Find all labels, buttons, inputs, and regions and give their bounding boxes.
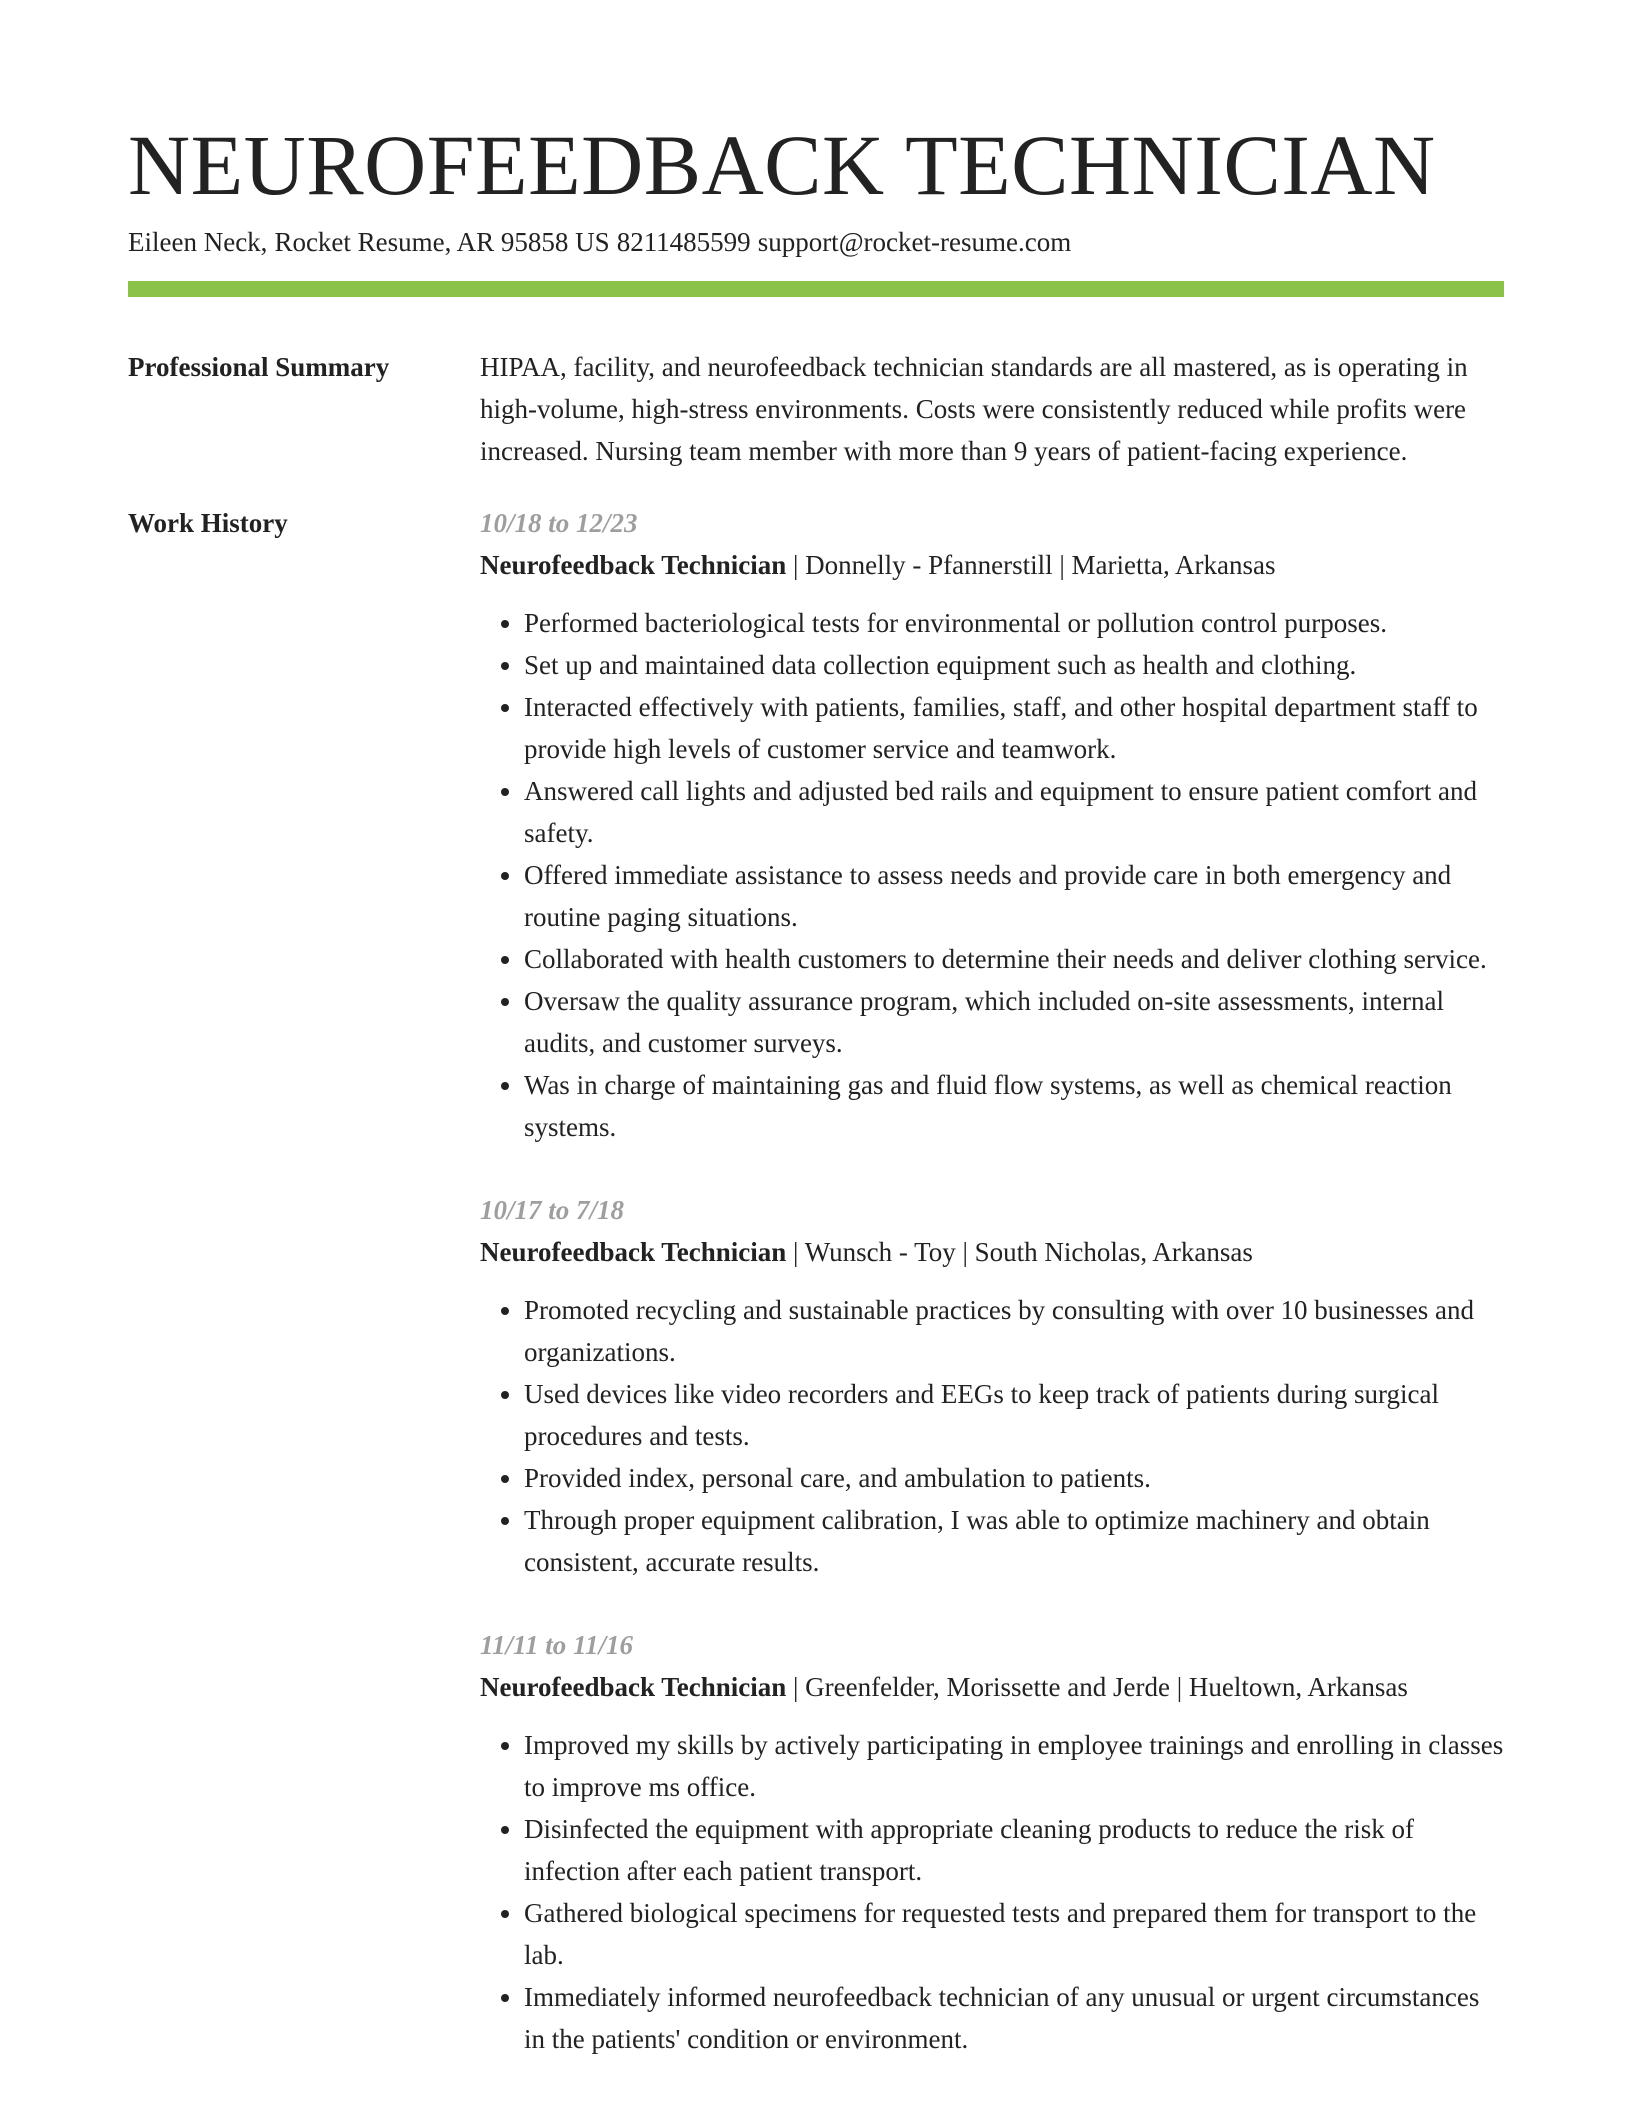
job-bullet: • Performed bacteriological tests for environmental or pollution control purposes. bbox=[524, 602, 1504, 644]
work-history-section bbox=[128, 502, 1504, 2101]
job-title: Neurofeedback Technician bbox=[480, 1236, 787, 1267]
job-bullet: • Improved my skills by actively participating in employee trainings and enrolling in classes to improve ms office. bbox=[524, 1724, 1504, 1808]
job-bullet: • Collaborated with health customers to determine their needs and deliver clothing service. bbox=[524, 938, 1504, 980]
job-heading bbox=[480, 544, 1504, 586]
job-bullet: • Offered immediate assistance to assess needs and provide care in both emergency and routine paging situations. bbox=[524, 854, 1504, 938]
job-dates: 10/17 to 7/18 bbox=[480, 1194, 625, 1225]
job-bullet: • Gathered biological specimens for requested tests and prepared them for transport to the lab. bbox=[524, 1892, 1504, 1976]
professional-summary-section bbox=[128, 346, 1504, 472]
job-entry bbox=[480, 1189, 1504, 1583]
job-bullets bbox=[480, 1289, 1504, 1583]
job-employer-location: | Donnelly - Pfannerstill | Marietta, Arkansas bbox=[786, 549, 1276, 580]
work-history-list bbox=[480, 502, 1504, 2101]
job-bullet: • Promoted recycling and sustainable practices by consulting with over 10 businesses and organizations. bbox=[524, 1289, 1504, 1373]
job-bullet: • Disinfected the equipment with appropriate cleaning products to reduce the risk of infection after each patient transport. bbox=[524, 1808, 1504, 1892]
job-entry bbox=[480, 1624, 1504, 2060]
job-bullet: • Was in charge of maintaining gas and fluid flow systems, as well as chemical reaction systems. bbox=[524, 1064, 1504, 1148]
job-heading bbox=[480, 1231, 1504, 1273]
job-entry bbox=[480, 502, 1504, 1148]
job-employer-location: | Greenfelder, Morissette and Jerde | Hueltown, Arkansas bbox=[786, 1671, 1408, 1702]
job-bullet: • Immediately informed neurofeedback technician of any unusual or urgent circumstances in the patients' condition or environment. bbox=[524, 1976, 1504, 2060]
job-heading bbox=[480, 1666, 1504, 1708]
job-title: Neurofeedback Technician bbox=[480, 1671, 787, 1702]
job-bullets bbox=[480, 1724, 1504, 2060]
job-bullets bbox=[480, 602, 1504, 1148]
section-label-work-history: Work History bbox=[128, 507, 288, 538]
job-bullet: • Used devices like video recorders and EEGs to keep track of patients during surgical procedures and tests. bbox=[524, 1373, 1504, 1457]
contact-address: Rocket Resume, AR 95858 US bbox=[274, 226, 610, 257]
summary-text: HIPAA, facility, and neurofeedback technician standards are all mastered, as is operating in high-volume, high-stress environments. Costs were consistently reduced while profits were increased. Nursing team member with more than 9 years of patient-facing experience. bbox=[480, 351, 1468, 466]
job-bullet: • Provided index, personal care, and ambulation to patients. bbox=[524, 1457, 1504, 1499]
header-divider bbox=[128, 281, 1504, 297]
job-dates: 10/18 to 12/23 bbox=[480, 507, 638, 538]
job-employer-location: | Wunsch - Toy | South Nicholas, Arkansas bbox=[786, 1236, 1253, 1267]
job-bullet: • Answered call lights and adjusted bed rails and equipment to ensure patient comfort and safety. bbox=[524, 770, 1504, 854]
job-bullet: • Through proper equipment calibration, I was able to optimize machinery and obtain consistent, accurate results. bbox=[524, 1499, 1504, 1583]
job-bullet: • Interacted effectively with patients, families, staff, and other hospital department staff to provide high levels of customer service and teamwork. bbox=[524, 686, 1504, 770]
contact-email: support@rocket-resume.com bbox=[757, 226, 1072, 257]
job-bullet: • Oversaw the quality assurance program, which included on-site assessments, internal audits, and customer surveys. bbox=[524, 980, 1504, 1064]
contact-line bbox=[128, 225, 1504, 260]
section-label-summary: Professional Summary bbox=[128, 351, 390, 382]
job-bullet: • Set up and maintained data collection equipment such as health and clothing. bbox=[524, 644, 1504, 686]
resume-title: NEUROFEEDBACK TECHNICIAN bbox=[128, 117, 1436, 213]
contact-name: Eileen Neck, bbox=[128, 226, 268, 257]
job-dates: 11/11 to 11/16 bbox=[480, 1629, 634, 1660]
contact-phone: 8211485599 bbox=[616, 226, 751, 257]
job-title: Neurofeedback Technician bbox=[480, 549, 787, 580]
